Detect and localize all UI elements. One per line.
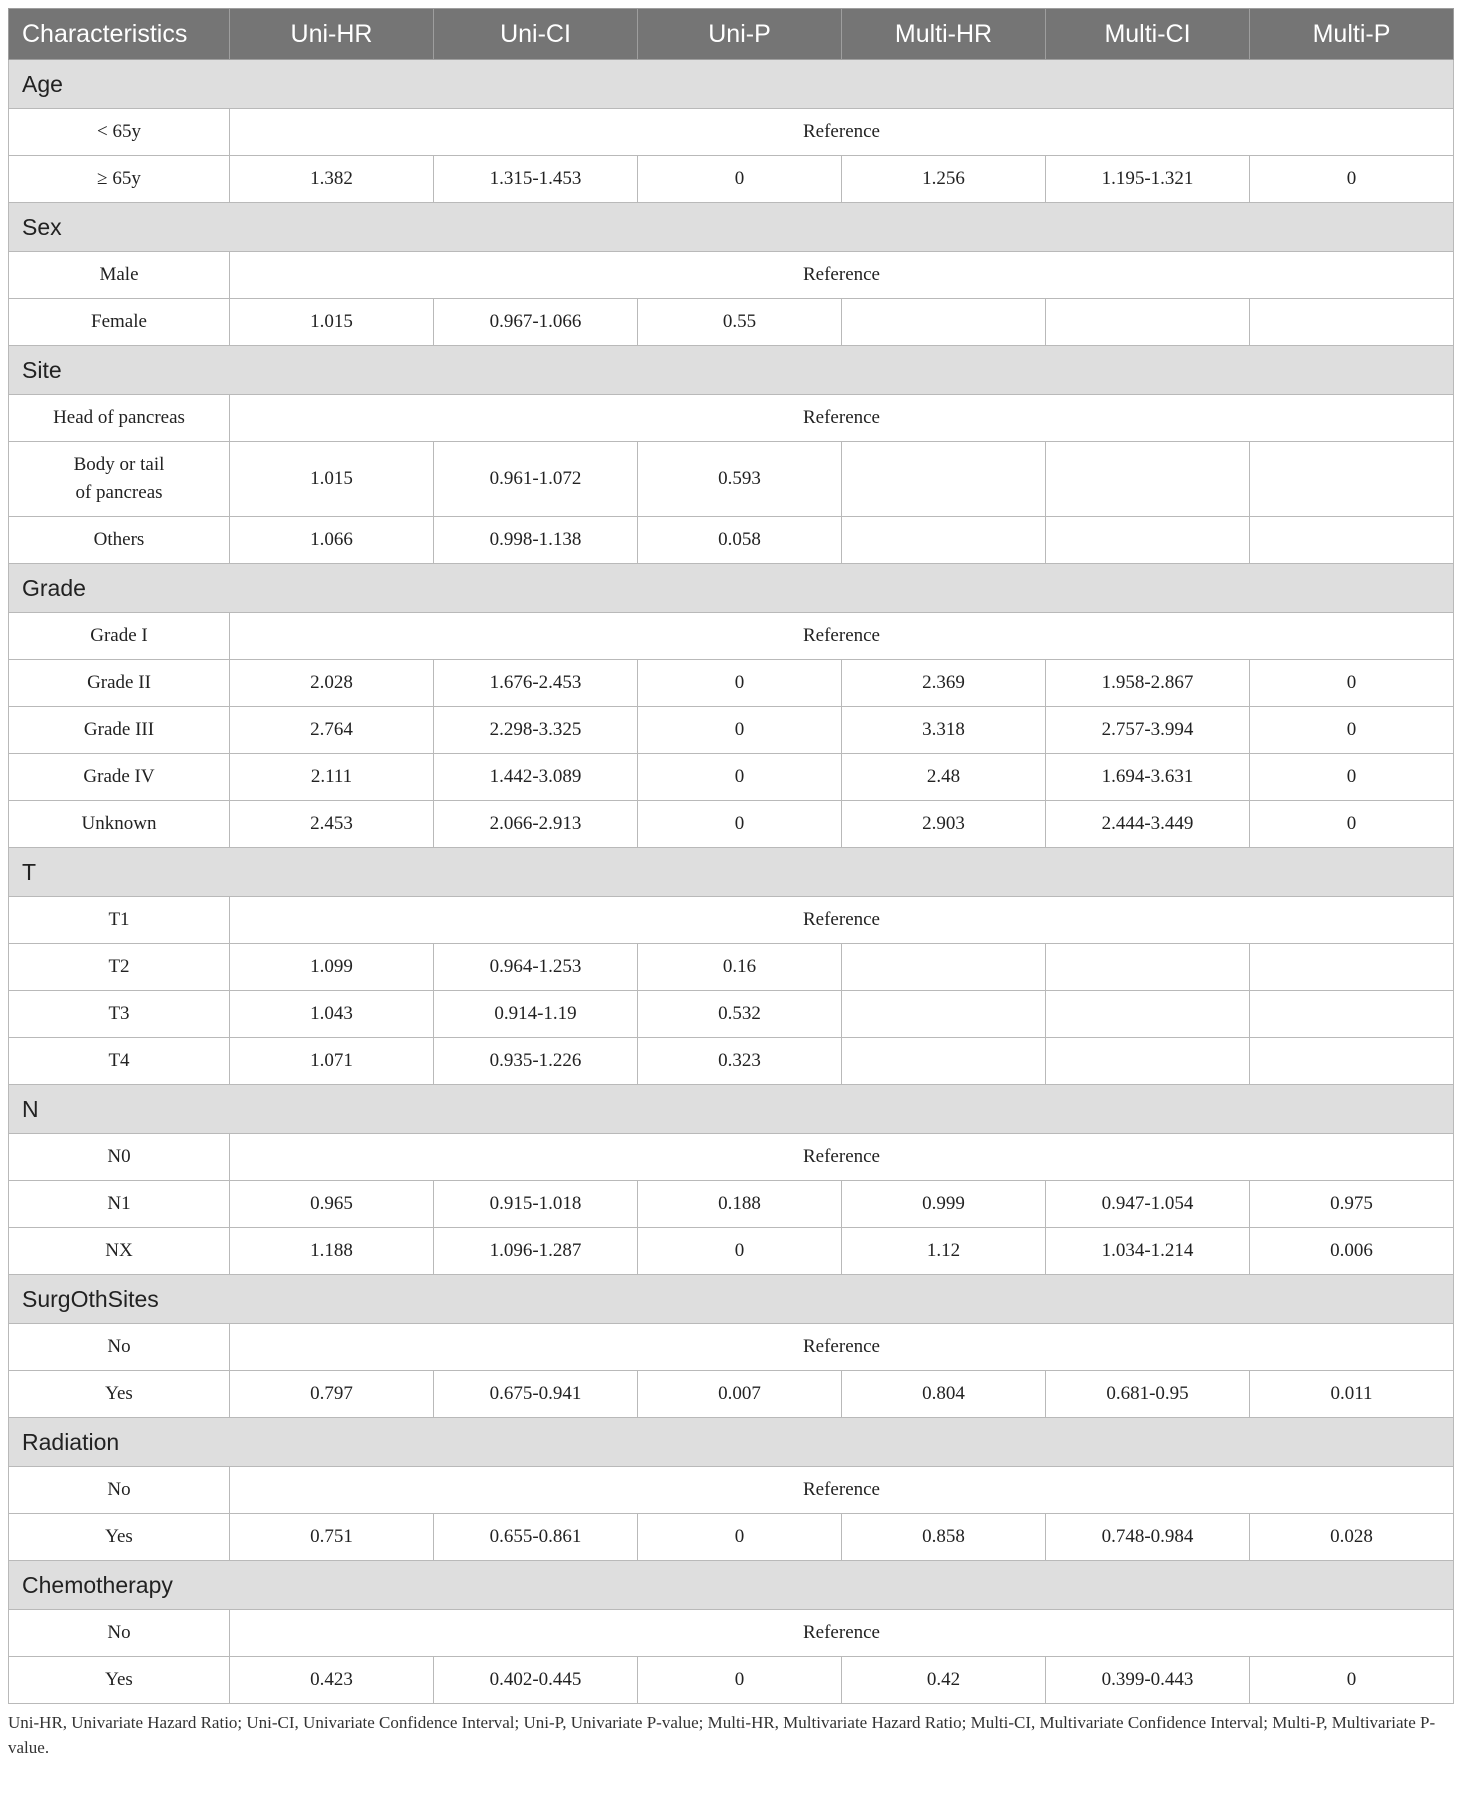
row-label: Yes <box>9 1514 230 1561</box>
value-cell <box>1250 442 1454 517</box>
value-cell: 0.006 <box>1250 1228 1454 1275</box>
group-header-row <box>9 848 1454 897</box>
reference-cell: Reference <box>230 613 1454 660</box>
table-row <box>9 754 1454 801</box>
reference-cell: Reference <box>230 395 1454 442</box>
value-cell: 1.195-1.321 <box>1046 156 1250 203</box>
value-cell: 0.681-0.95 <box>1046 1371 1250 1418</box>
row-label: Head of pancreas <box>9 395 230 442</box>
header-multi-ci: Multi-CI <box>1046 9 1250 60</box>
value-cell <box>842 517 1046 564</box>
value-cell: 0.323 <box>638 1038 842 1085</box>
group-label: T <box>9 848 1454 897</box>
table-row <box>9 613 1454 660</box>
group-label: Site <box>9 346 1454 395</box>
header-uni-ci: Uni-CI <box>434 9 638 60</box>
table-body <box>9 60 1454 1704</box>
table-row <box>9 707 1454 754</box>
value-cell <box>1250 944 1454 991</box>
value-cell: 0 <box>1250 707 1454 754</box>
table-row <box>9 801 1454 848</box>
value-cell: 0.423 <box>230 1657 434 1704</box>
value-cell: 1.188 <box>230 1228 434 1275</box>
row-label: N0 <box>9 1134 230 1181</box>
value-cell: 0.915-1.018 <box>434 1181 638 1228</box>
value-cell: 1.382 <box>230 156 434 203</box>
header-uni-p: Uni-P <box>638 9 842 60</box>
table-row <box>9 1181 1454 1228</box>
row-label: T4 <box>9 1038 230 1085</box>
table-row <box>9 442 1454 517</box>
value-cell <box>842 442 1046 517</box>
table-row <box>9 944 1454 991</box>
value-cell: 0.007 <box>638 1371 842 1418</box>
value-cell: 1.315-1.453 <box>434 156 638 203</box>
value-cell: 0 <box>1250 754 1454 801</box>
value-cell: 0.935-1.226 <box>434 1038 638 1085</box>
value-cell <box>1046 991 1250 1038</box>
group-label: SurgOthSites <box>9 1275 1454 1324</box>
table-row <box>9 1371 1454 1418</box>
value-cell: 0.402-0.445 <box>434 1657 638 1704</box>
value-cell: 2.48 <box>842 754 1046 801</box>
row-label: Yes <box>9 1371 230 1418</box>
table-row <box>9 517 1454 564</box>
value-cell: 0.804 <box>842 1371 1046 1418</box>
group-label: Grade <box>9 564 1454 613</box>
value-cell <box>1250 517 1454 564</box>
group-header-row <box>9 1418 1454 1467</box>
row-label: Male <box>9 252 230 299</box>
row-label: Grade IV <box>9 754 230 801</box>
value-cell: 0.751 <box>230 1514 434 1561</box>
value-cell: 0.028 <box>1250 1514 1454 1561</box>
table-footnote: Uni-HR, Univariate Hazard Ratio; Uni-CI, Univariate Confidence Interval; Uni-P, Univariate P-value; Multi-HR, Multivariate Hazard Ratio; Multi-CI, Multivariate Confidence Interval; Multi-P, Multivariate P-value. <box>8 1713 1436 1757</box>
value-cell: 1.096-1.287 <box>434 1228 638 1275</box>
value-cell: 0.011 <box>1250 1371 1454 1418</box>
value-cell: 0.998-1.138 <box>434 517 638 564</box>
value-cell: 0 <box>638 1514 842 1561</box>
row-label: N1 <box>9 1181 230 1228</box>
value-cell <box>1250 991 1454 1038</box>
value-cell: 0 <box>638 707 842 754</box>
row-label: Grade III <box>9 707 230 754</box>
value-cell: 2.298-3.325 <box>434 707 638 754</box>
regression-table <box>8 8 1454 1704</box>
value-cell: 0 <box>1250 801 1454 848</box>
group-header-row <box>9 1561 1454 1610</box>
row-label: No <box>9 1324 230 1371</box>
value-cell: 0.999 <box>842 1181 1046 1228</box>
value-cell <box>842 991 1046 1038</box>
value-cell: 2.066-2.913 <box>434 801 638 848</box>
value-cell <box>842 944 1046 991</box>
value-cell: 0 <box>638 1657 842 1704</box>
value-cell: 0.967-1.066 <box>434 299 638 346</box>
value-cell: 2.764 <box>230 707 434 754</box>
reference-cell: Reference <box>230 1134 1454 1181</box>
reference-cell: Reference <box>230 897 1454 944</box>
row-label: Female <box>9 299 230 346</box>
table-row <box>9 252 1454 299</box>
value-cell: 1.034-1.214 <box>1046 1228 1250 1275</box>
value-cell: 0 <box>638 156 842 203</box>
value-cell: 2.369 <box>842 660 1046 707</box>
group-label: Sex <box>9 203 1454 252</box>
value-cell: 0.593 <box>638 442 842 517</box>
row-label: Body or tail of pancreas <box>9 442 230 517</box>
value-cell <box>1046 442 1250 517</box>
table-row <box>9 299 1454 346</box>
value-cell: 1.676-2.453 <box>434 660 638 707</box>
group-header-row <box>9 564 1454 613</box>
table-row <box>9 395 1454 442</box>
value-cell: 0.058 <box>638 517 842 564</box>
value-cell: 3.318 <box>842 707 1046 754</box>
value-cell: 1.015 <box>230 299 434 346</box>
value-cell: 0.965 <box>230 1181 434 1228</box>
value-cell: 0.399-0.443 <box>1046 1657 1250 1704</box>
table-row <box>9 1134 1454 1181</box>
row-label: NX <box>9 1228 230 1275</box>
table-row <box>9 1657 1454 1704</box>
row-label: Grade II <box>9 660 230 707</box>
value-cell: 2.111 <box>230 754 434 801</box>
reference-cell: Reference <box>230 1467 1454 1514</box>
value-cell <box>842 1038 1046 1085</box>
table-container <box>8 8 1452 1760</box>
value-cell: 0.655-0.861 <box>434 1514 638 1561</box>
value-cell: 1.694-3.631 <box>1046 754 1250 801</box>
value-cell: 0.188 <box>638 1181 842 1228</box>
value-cell: 1.442-3.089 <box>434 754 638 801</box>
reference-cell: Reference <box>230 252 1454 299</box>
value-cell: 0.961-1.072 <box>434 442 638 517</box>
group-header-row <box>9 346 1454 395</box>
group-header-row <box>9 1275 1454 1324</box>
group-label: Chemotherapy <box>9 1561 1454 1610</box>
table-row <box>9 156 1454 203</box>
value-cell: 0.975 <box>1250 1181 1454 1228</box>
table-row <box>9 1228 1454 1275</box>
value-cell <box>1046 517 1250 564</box>
table-row <box>9 1514 1454 1561</box>
value-cell <box>1046 299 1250 346</box>
value-cell <box>1250 299 1454 346</box>
value-cell <box>1046 1038 1250 1085</box>
value-cell: 0.964-1.253 <box>434 944 638 991</box>
row-label: T2 <box>9 944 230 991</box>
table-row <box>9 1038 1454 1085</box>
group-header-row <box>9 60 1454 109</box>
row-label: Yes <box>9 1657 230 1704</box>
value-cell: 1.043 <box>230 991 434 1038</box>
value-cell: 0.748-0.984 <box>1046 1514 1250 1561</box>
value-cell: 0 <box>1250 660 1454 707</box>
value-cell: 1.015 <box>230 442 434 517</box>
value-cell: 1.066 <box>230 517 434 564</box>
value-cell: 2.028 <box>230 660 434 707</box>
table-row <box>9 660 1454 707</box>
header-characteristics: Characteristics <box>9 9 230 60</box>
header-row <box>9 9 1454 60</box>
group-label: N <box>9 1085 1454 1134</box>
row-label: ≥ 65y <box>9 156 230 203</box>
value-cell <box>1046 944 1250 991</box>
row-label: No <box>9 1610 230 1657</box>
value-cell: 0.675-0.941 <box>434 1371 638 1418</box>
header-multi-p: Multi-P <box>1250 9 1454 60</box>
value-cell: 2.444-3.449 <box>1046 801 1250 848</box>
row-label: < 65y <box>9 109 230 156</box>
table-row <box>9 991 1454 1038</box>
value-cell: 2.453 <box>230 801 434 848</box>
table-row <box>9 1610 1454 1657</box>
value-cell: 1.958-2.867 <box>1046 660 1250 707</box>
value-cell: 0.532 <box>638 991 842 1038</box>
row-label: Grade I <box>9 613 230 660</box>
group-header-row <box>9 1085 1454 1134</box>
row-label: Unknown <box>9 801 230 848</box>
value-cell: 0 <box>638 1228 842 1275</box>
value-cell: 0 <box>1250 1657 1454 1704</box>
group-header-row <box>9 203 1454 252</box>
value-cell <box>1250 1038 1454 1085</box>
value-cell: 0 <box>1250 156 1454 203</box>
value-cell: 0.16 <box>638 944 842 991</box>
value-cell: 0.858 <box>842 1514 1046 1561</box>
value-cell: 0 <box>638 754 842 801</box>
value-cell: 0.914-1.19 <box>434 991 638 1038</box>
reference-cell: Reference <box>230 1324 1454 1371</box>
value-cell: 0.42 <box>842 1657 1046 1704</box>
table-row <box>9 1467 1454 1514</box>
group-label: Radiation <box>9 1418 1454 1467</box>
row-label: T1 <box>9 897 230 944</box>
row-label: T3 <box>9 991 230 1038</box>
value-cell: 0 <box>638 801 842 848</box>
reference-cell: Reference <box>230 109 1454 156</box>
value-cell: 1.099 <box>230 944 434 991</box>
value-cell: 0 <box>638 660 842 707</box>
reference-cell: Reference <box>230 1610 1454 1657</box>
value-cell: 1.071 <box>230 1038 434 1085</box>
row-label: No <box>9 1467 230 1514</box>
table-row <box>9 897 1454 944</box>
value-cell: 0.947-1.054 <box>1046 1181 1250 1228</box>
value-cell <box>842 299 1046 346</box>
value-cell: 0.55 <box>638 299 842 346</box>
table-row <box>9 1324 1454 1371</box>
table-row <box>9 109 1454 156</box>
value-cell: 2.903 <box>842 801 1046 848</box>
value-cell: 2.757-3.994 <box>1046 707 1250 754</box>
value-cell: 1.12 <box>842 1228 1046 1275</box>
row-label: Others <box>9 517 230 564</box>
value-cell: 1.256 <box>842 156 1046 203</box>
header-uni-hr: Uni-HR <box>230 9 434 60</box>
group-label: Age <box>9 60 1454 109</box>
value-cell: 0.797 <box>230 1371 434 1418</box>
header-multi-hr: Multi-HR <box>842 9 1046 60</box>
